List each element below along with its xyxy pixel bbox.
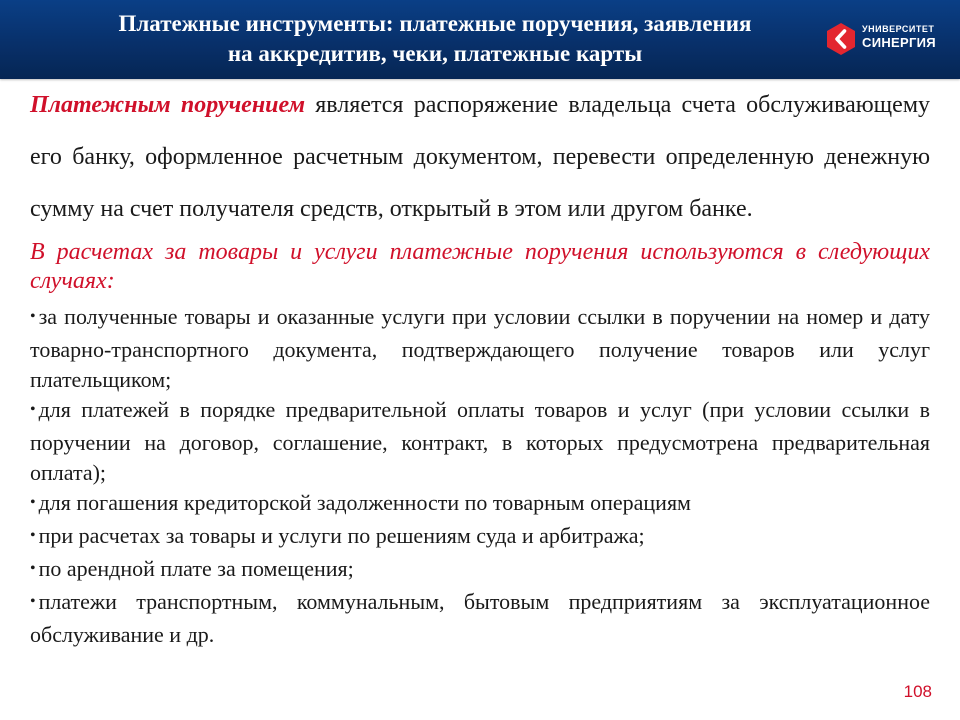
slide-header (0, 0, 960, 79)
list-item (30, 302, 930, 395)
slide-title-line-2: на аккредитив, чеки, платежные карты (227, 41, 643, 66)
bullet-icon: • (30, 401, 36, 418)
logo-wordmark (862, 23, 936, 51)
logo-line-synergy: СИНЕРГИЯ (862, 35, 936, 50)
bullet-icon: • (30, 593, 36, 610)
list-item-text: для погашения кредиторской задолженности по товарным операциям (38, 490, 691, 515)
university-logo (826, 22, 948, 58)
list-item-text: по арендной плате за помещения; (38, 556, 354, 581)
bullet-icon: • (30, 308, 36, 325)
slide-title-line-1: Платежные инструменты: платежные поручения, заявления (118, 11, 752, 36)
list-item-text: за полученные товары и оказанные услуги при условии ссылки в поручении на номер и дату товарно-транспортного документа, подтверждающего получение товаров или услуг плательщиком; (30, 304, 930, 392)
list-item (30, 554, 930, 587)
list-item-text: при расчетах за товары и услуги по решениям суда и арбитража; (38, 523, 645, 548)
bullet-icon: • (30, 527, 36, 544)
page-number: 108 (903, 682, 932, 701)
list-item (30, 488, 930, 521)
intro-text: является распоряжение владельца счета обслуживающему его банку, оформленное расчетным документом, перевести определенную денежную сумму на счет получателя средств, открытый в этом или другом банке. (30, 92, 931, 222)
bullet-icon: • (30, 494, 36, 511)
list-item (30, 521, 930, 554)
list-item (30, 587, 930, 650)
intro-term: Платежным поручением (30, 92, 306, 118)
list-item-text: для платежей в порядке предварительной оплаты товаров и услуг (при условии ссылки в поручении на договор, соглашение, контракт, в которых предусмотрена предварительная оплата); (30, 397, 930, 485)
intro-paragraph (30, 79, 930, 235)
cases-list (30, 302, 930, 650)
list-item-text: платежи транспортным, коммунальным, бытовым предприятиям за эксплуатационное обслуживание и др. (30, 589, 930, 647)
logo-line-university: УНИВЕРСИТЕТ (862, 24, 935, 34)
bullet-icon: • (30, 560, 36, 577)
slide-content (30, 79, 930, 650)
list-item (30, 395, 930, 488)
synergy-logo-icon (826, 22, 856, 56)
slide-title (40, 9, 830, 69)
cases-subheading: В расчетах за товары и услуги платежные поручения используются в следующих случаях: (30, 239, 930, 294)
